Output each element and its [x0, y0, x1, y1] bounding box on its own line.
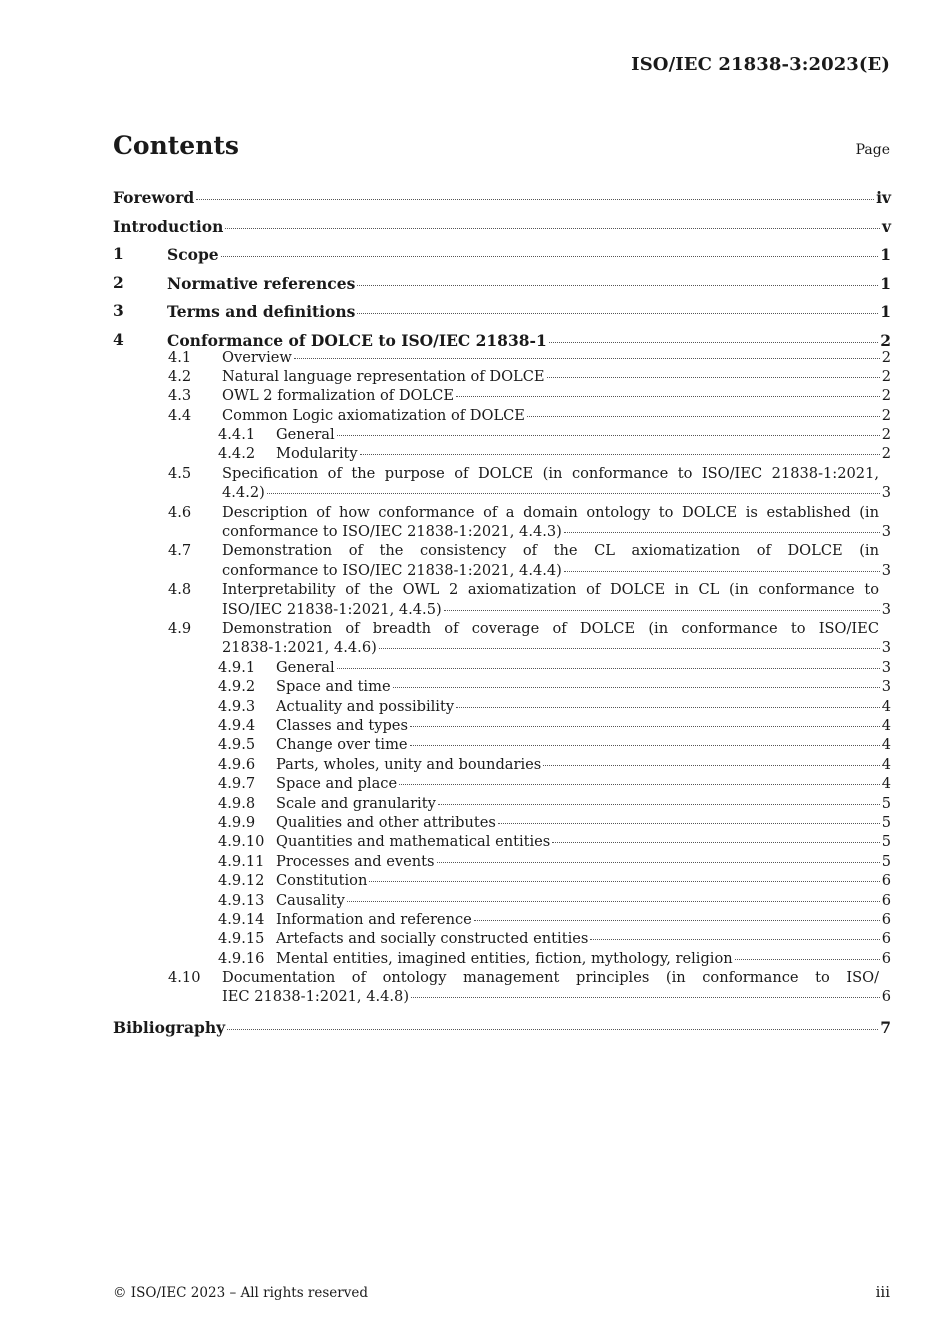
toc-entry-text: General: [276, 426, 335, 444]
toc-entry-page: 2: [881, 348, 891, 366]
leader-dots: [527, 415, 880, 417]
toc-entry-text: Modularity: [276, 445, 358, 463]
toc-entry-4[interactable]: [113, 328, 891, 348]
toc-entry-text-line1: Specification of the purpose of DOLCE (in conformance to ISO/IEC 21838-1:2021,: [222, 464, 879, 482]
toc-entry-page: 3: [881, 523, 891, 541]
leader-dots: [267, 492, 880, 494]
toc-entry-number: 4.9.5: [218, 736, 256, 754]
leader-dots: [543, 764, 879, 766]
leader-dots: [337, 667, 880, 669]
leader-dots: [549, 341, 878, 343]
toc-entry-number: 4.5: [168, 464, 192, 482]
toc-entry-text: Quantities and mathematical entities: [276, 833, 551, 851]
toc-entry-page: 2: [881, 406, 891, 424]
toc-entry-text: Information and reference: [276, 910, 472, 928]
toc-entry-foreword[interactable]: [113, 185, 891, 214]
toc-entry-text: Parts, wholes, unity and boundaries: [276, 755, 542, 773]
leader-dots: [225, 227, 880, 229]
leader-dots: [337, 434, 880, 436]
toc-entry-page: 4: [881, 736, 891, 754]
leader-dots: [347, 900, 880, 902]
toc-entry-page: 3: [881, 600, 891, 618]
leader-dots: [393, 686, 880, 688]
toc-entry-number: 4.9.10: [218, 833, 265, 851]
toc-entry-text: Causality: [276, 891, 345, 909]
leader-dots: [196, 198, 874, 200]
toc-entry-text: Foreword: [113, 188, 195, 207]
toc-entry-text: Natural language representation of DOLCE: [222, 367, 545, 385]
toc-entry-text: Space and time: [276, 678, 391, 696]
toc-entry-page: 4: [881, 755, 891, 773]
toc-entry-bibliography[interactable]: [113, 1015, 891, 1044]
leader-dots: [564, 531, 880, 533]
toc-entry-4-10[interactable]: [113, 968, 891, 1007]
toc-entry-page: 1: [880, 245, 891, 264]
leader-dots: [294, 357, 880, 359]
toc-entry-4-4-1[interactable]: [113, 425, 891, 444]
leader-dots: [474, 919, 880, 921]
toc-entry-page: 3: [881, 484, 891, 502]
toc-entry-4-4-2[interactable]: [113, 444, 891, 463]
toc-entry-text-line2: 21838-1:2021, 4.4.6): [222, 639, 377, 657]
leader-dots: [399, 783, 880, 785]
toc-entry-page: 2: [880, 330, 891, 350]
toc-entry-text: Conformance of DOLCE to ISO/IEC 21838-1: [167, 330, 547, 350]
toc-entry-text: Change over time: [276, 736, 408, 754]
toc-entry-page: 5: [881, 852, 891, 870]
toc-entry-page: 6: [881, 910, 891, 928]
toc-entry-4-3[interactable]: [113, 386, 891, 405]
toc-entry-text: Processes and events: [276, 852, 435, 870]
toc-entry-number: 4.9.2: [218, 678, 256, 696]
toc-entry-text-line2: 4.4.2): [222, 484, 265, 502]
toc-entry-introduction[interactable]: [113, 214, 891, 243]
toc-entry-page: 6: [881, 872, 891, 890]
toc-entry-number: 4.9.8: [218, 794, 256, 812]
toc-entry-page: 3: [881, 658, 891, 676]
toc-entry-4-9-9[interactable]: [113, 813, 891, 832]
toc-entry-number: 4.4.2: [218, 445, 256, 463]
toc-entry-text-line1: Demonstration of breadth of coverage of DOLCE (in conformance to ISO/IEC: [222, 620, 879, 638]
toc-entry-text: Scale and granularity: [276, 794, 436, 812]
toc-entry-3[interactable]: [113, 299, 891, 328]
toc-entry-number: 4.4.1: [218, 426, 256, 444]
leader-dots: [552, 841, 879, 843]
leader-dots: [438, 803, 880, 805]
leader-dots: [369, 880, 879, 882]
toc-entry-4-7[interactable]: [113, 541, 891, 580]
toc-entry-4-9[interactable]: [113, 619, 891, 658]
toc-entry-text-line1: Description of how conformance of a domain ontology to DOLCE is established (in: [222, 503, 879, 521]
toc-entry-text-line2: IEC 21838-1:2021, 4.4.8): [222, 988, 410, 1006]
toc-entry-4-9-6[interactable]: [113, 755, 891, 774]
page-title: Contents: [113, 131, 240, 160]
toc-entry-text-line1: Interpretability of the OWL 2 axiomatization of DOLCE in CL (in conformance to: [222, 581, 879, 599]
toc-entry-page: 6: [881, 930, 891, 948]
toc-entry-4-9-5[interactable]: [113, 735, 891, 754]
toc-entry-page: iv: [876, 188, 891, 207]
toc-entry-page: 6: [881, 988, 891, 1006]
toc-entry-number: 4.9.13: [218, 891, 265, 909]
toc-entry-text-line1: Demonstration of the consistency of the CL axiomatization of DOLCE (in: [222, 542, 879, 560]
toc-entry-page: 7: [880, 1017, 891, 1037]
toc-entry-page: 4: [881, 775, 891, 793]
toc-entry-4-4[interactable]: [113, 406, 891, 425]
toc-entry-2[interactable]: [113, 271, 891, 300]
toc-entry-4-9-12[interactable]: [113, 871, 891, 890]
leader-dots: [456, 395, 880, 397]
leader-dots: [590, 938, 879, 940]
toc-entry-4-2[interactable]: [113, 367, 891, 386]
toc-entry-page: 5: [881, 813, 891, 831]
document-id: ISO/IEC 21838-3:2023(E): [631, 54, 890, 75]
leader-dots: [411, 996, 880, 998]
toc-entry-4-9-2[interactable]: [113, 677, 891, 696]
toc-entry-number: 4.9.15: [218, 930, 265, 948]
toc-entry-4-1[interactable]: [113, 348, 891, 367]
toc-entry-text: Classes and types: [276, 717, 408, 734]
toc-entry-4-9-4[interactable]: [113, 716, 891, 735]
toc-entry-text: General: [276, 658, 335, 676]
toc-entry-4-9-14[interactable]: [113, 910, 891, 929]
toc-entry-4-9-15[interactable]: [113, 929, 891, 948]
toc-entry-text-line2: conformance to ISO/IEC 21838-1:2021, 4.4.4): [222, 561, 562, 579]
toc-entry-number: 4.9.6: [218, 755, 256, 773]
toc-entry-4-9-1[interactable]: [113, 658, 891, 677]
toc-entry-text: Common Logic axiomatization of DOLCE: [222, 406, 525, 424]
toc-entry-4-9-7[interactable]: [113, 774, 891, 793]
toc-entry-page: 2: [881, 445, 891, 463]
toc-entry-number: 4.9.3: [218, 697, 256, 715]
toc-entry-4-5[interactable]: [113, 464, 891, 503]
leader-dots: [410, 744, 880, 746]
toc-entry-number: 1: [113, 244, 124, 263]
leader-dots: [379, 647, 880, 649]
toc-entry-text: Artefacts and socially constructed entities: [276, 930, 589, 948]
toc-entry-number: 2: [113, 272, 124, 292]
leader-dots: [357, 284, 878, 286]
toc-entry-page: 2: [881, 426, 891, 444]
toc-entry-page: 3: [881, 561, 891, 579]
toc-entry-number: 4.8: [168, 581, 192, 599]
toc-entry-4-9-16[interactable]: [113, 949, 891, 968]
toc-entry-1[interactable]: [113, 242, 891, 271]
toc-entry-number: 4.9.14: [218, 910, 265, 928]
toc-entry-page: v: [881, 216, 891, 236]
toc-entry-text: Mental entities, imagined entities, fiction, mythology, religion: [276, 949, 733, 967]
toc-entry-page: 2: [881, 367, 891, 385]
toc-entry-text: Overview: [222, 348, 292, 366]
toc-entry-page: 4: [881, 697, 891, 715]
toc-entry-text: Terms and definitions: [167, 302, 356, 321]
leader-dots: [410, 725, 880, 727]
leader-dots: [227, 1028, 878, 1030]
toc-entry-number: 4.9.12: [218, 872, 265, 890]
toc-entry-number: 4.9.1: [218, 658, 256, 676]
toc-entry-page: 6: [881, 949, 891, 967]
leader-dots: [564, 570, 880, 572]
toc-entry-page: 5: [881, 833, 891, 851]
toc-entry-number: 4.10: [168, 969, 201, 987]
toc-entry-page: 2: [881, 387, 891, 405]
leader-dots: [547, 376, 880, 378]
toc-entry-text: Space and place: [276, 775, 398, 793]
toc-entry-number: 4.9.11: [218, 852, 265, 870]
toc-entry-number: 4.6: [168, 503, 192, 521]
toc-entry-text-line2: ISO/IEC 21838-1:2021, 4.4.5): [222, 600, 442, 618]
toc-entry-page: 6: [881, 891, 891, 909]
toc-entry-4-9-13[interactable]: [113, 891, 891, 910]
toc-entry-4-9-8[interactable]: [113, 794, 891, 813]
toc-entry-number: 4.7: [168, 542, 192, 560]
leader-dots: [437, 861, 880, 863]
page-column-label: Page: [855, 142, 890, 158]
toc-entry-text: Normative references: [167, 273, 356, 293]
toc-entry-number: 4.9.16: [218, 949, 265, 967]
toc-entry-number: 4.2: [168, 367, 192, 385]
toc-entry-number: 4.9.9: [218, 813, 256, 831]
toc-entry-number: 4.4: [168, 406, 192, 424]
toc-entry-page: 1: [880, 273, 891, 293]
toc-entry-page: 1: [880, 302, 891, 321]
page-number: iii: [875, 1283, 890, 1301]
toc-entry-text: OWL 2 formalization of DOLCE: [222, 387, 455, 405]
toc-entry-page: 3: [881, 678, 891, 696]
toc-entry-text-line2: conformance to ISO/IEC 21838-1:2021, 4.4.3): [222, 523, 562, 541]
toc-entry-text: Qualities and other attributes: [276, 813, 496, 831]
toc-entry-text: Bibliography: [113, 1017, 226, 1037]
toc-entry-number: 4.3: [168, 387, 192, 405]
toc-entry-number: 4.9.7: [218, 775, 256, 793]
leader-dots: [735, 958, 880, 960]
toc-entry-number: 4.1: [168, 348, 192, 366]
leader-dots: [360, 453, 880, 455]
leader-dots: [498, 822, 880, 824]
toc-entry-4-9-3[interactable]: [113, 697, 891, 716]
toc-entry-4-6[interactable]: [113, 503, 891, 542]
toc-entry-4-9-11[interactable]: [113, 852, 891, 871]
toc-entry-number: 4.9: [168, 620, 192, 638]
toc-entry-4-8[interactable]: [113, 580, 891, 619]
toc-entry-4-9-10[interactable]: [113, 832, 891, 851]
toc-entry-page: 4: [881, 717, 891, 734]
toc-entry-text: Scope: [167, 245, 219, 264]
toc-entry-number: 4: [113, 329, 124, 349]
leader-dots: [444, 609, 880, 611]
toc-entry-page: 3: [881, 639, 891, 657]
copyright-notice: © ISO/IEC 2023 – All rights reserved: [113, 1285, 368, 1301]
toc-entry-page: 5: [881, 794, 891, 812]
toc-entry-text-line1: Documentation of ontology management principles (in conformance to ISO/: [222, 969, 879, 987]
table-of-contents: [113, 185, 891, 1043]
toc-entry-text: Introduction: [113, 216, 224, 236]
leader-dots: [357, 312, 878, 314]
toc-entry-number: 3: [113, 301, 124, 320]
leader-dots: [221, 255, 879, 257]
toc-entry-number: 4.9.4: [218, 717, 256, 734]
toc-entry-text: Constitution: [276, 872, 368, 890]
toc-entry-text: Actuality and possibility: [276, 697, 455, 715]
leader-dots: [456, 706, 880, 708]
